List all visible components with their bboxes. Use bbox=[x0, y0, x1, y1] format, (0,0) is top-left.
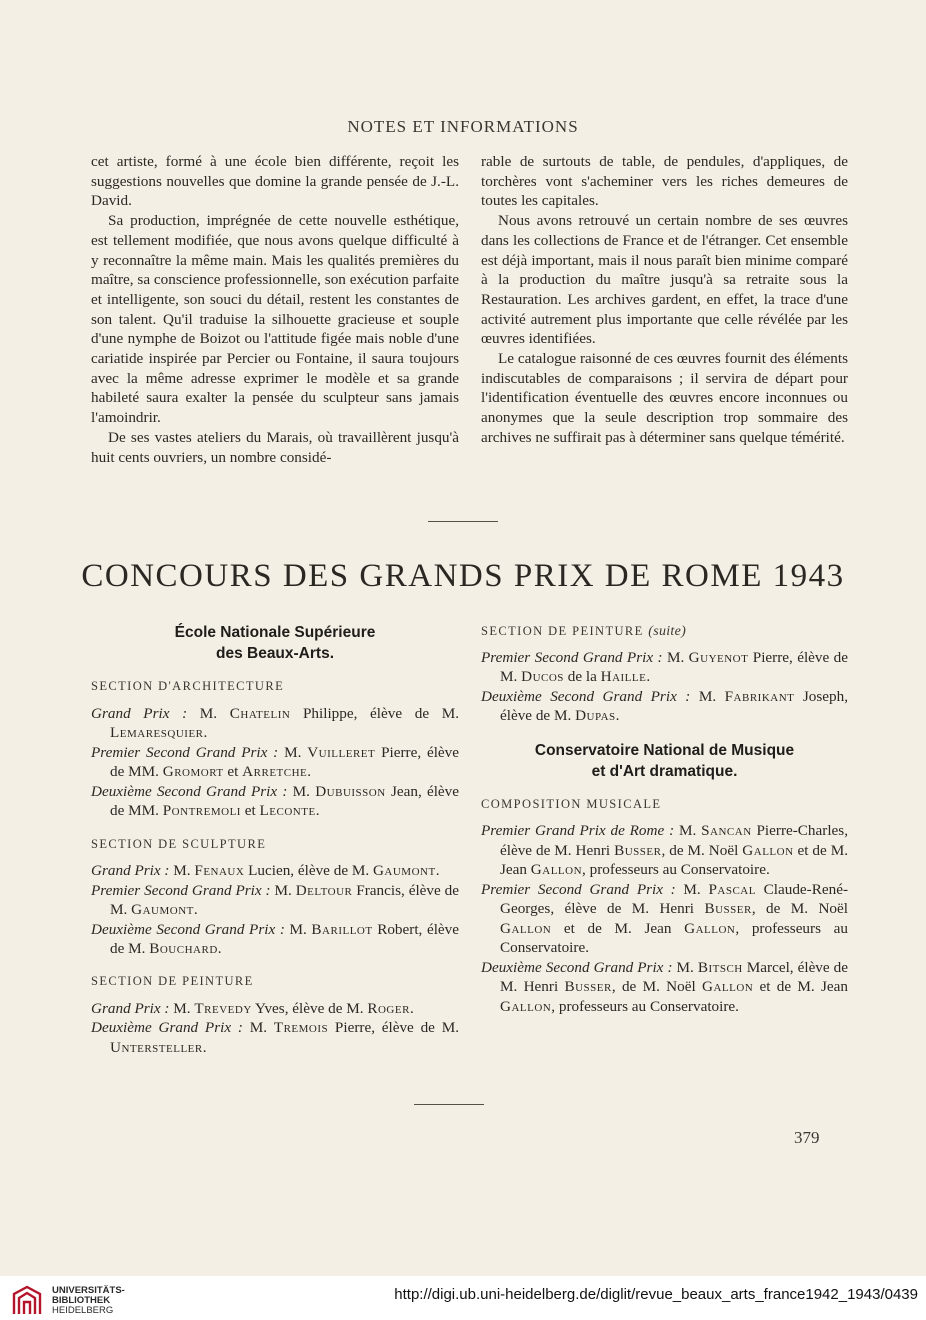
prize-winner: M. Sancan Pierre-Charles, élève de M. Henri Busser, de M. Noël Gallon et de M. Jean Gallon, professeurs au Conservatoire. bbox=[500, 822, 848, 879]
prize-label: Grand Prix : bbox=[91, 862, 170, 880]
prize-label: Premier Second Grand Prix : bbox=[481, 648, 663, 666]
paragraph: Nous avons retrouvé un certain nombre de ses œuvres dans les collections de France et de l'étranger. Cet ensemble est déjà important, mais il nous paraît bien minime comparé à la production du maître jusqu'à sa retraite sous la Restauration. Les archives gardent, en effet, la trace d'une activité autrement plus importante que celle révélée par les œuvres identifiées. bbox=[481, 212, 848, 348]
prize-label: Deuxième Second Grand Prix : bbox=[481, 687, 691, 705]
section-heading-architecture: SECTION D'ARCHITECTURE bbox=[91, 679, 285, 693]
prize-label: Deuxième Grand Prix : bbox=[91, 1019, 243, 1037]
prize-entry bbox=[91, 881, 459, 920]
school-heading: École Nationale Supérieure des Beaux-Arts. bbox=[174, 624, 376, 662]
prize-winner: M. Barillot Robert, élève de M. Bouchard. bbox=[110, 920, 459, 958]
paragraph: Le catalogue raisonné de ces œuvres fournit des éléments indiscutables de comparaisons ; il servira de départ pour l'identification éventuelle des œuvres encore inconnues ou anonymes que la seule description trop sommaire des archives ne suffirait pas à déterminer sans quelque témérité. bbox=[481, 350, 848, 446]
prize-entry bbox=[91, 704, 459, 743]
top-right-column bbox=[481, 152, 848, 448]
page-number: 379 bbox=[794, 1128, 820, 1147]
prize-label: Grand Prix : bbox=[91, 999, 170, 1017]
prize-winner: M. Deltour Francis, élève de M. Gaumont. bbox=[110, 881, 459, 919]
divider-rule bbox=[414, 1104, 484, 1105]
prize-entry bbox=[91, 743, 459, 782]
prize-winner: M. Pascal Claude-René-Georges, élève de M. Henri Busser, de M. Noël Gallon et de M. Jean Gallon, professeurs au Conservatoire. bbox=[500, 880, 848, 957]
section-heading-peinture-suite: SECTION DE PEINTURE (suite) bbox=[481, 624, 687, 639]
top-left-column bbox=[91, 152, 459, 467]
sculpture-list bbox=[91, 861, 459, 959]
paragraph: De ses vastes ateliers du Marais, où travaillèrent jusqu'à huit cents ouvriers, un nombre considé- bbox=[91, 428, 459, 466]
divider-rule bbox=[428, 521, 498, 522]
prize-label: Premier Second Grand Prix : bbox=[91, 743, 279, 761]
prize-entry bbox=[481, 687, 848, 726]
prize-winner: M. Tremois Pierre, élève de M. Untersteller. bbox=[110, 1019, 459, 1056]
prize-winner: M. Dubuisson Jean, élève de MM. Pontremoli et Leconte. bbox=[110, 782, 460, 820]
article-title: CONCOURS DES GRANDS PRIX DE ROME 1943 bbox=[81, 558, 845, 594]
prize-label: Deuxième Second Grand Prix : bbox=[481, 958, 673, 976]
prize-label: Deuxième Second Grand Prix : bbox=[91, 782, 288, 800]
prize-label: Premier Second Grand Prix : bbox=[481, 880, 676, 898]
paragraph: Sa production, imprégnée de cette nouvelle esthétique, est tellement modifiée, que nous avons quelque difficulté à y reconnaître la même main. Mais les qualités premières du maître, sa conscience professionnelle, son exécution parfaite et intelligente, son souci du détail, restent les constantes de son talent. Qu'il traduise la silhouette gracieuse et souple d'une nymphe de Boizot ou l'attitude figée mais noble d'une cariatide inspirée par Percier ou Fontaine, il saura toujours avec la même adresse exprimer le modèle et sa grande habileté saura exalter la pensée du sculpteur sans jamais l'amoindrir. bbox=[91, 212, 459, 427]
source-url-link[interactable]: http://digi.ub.uni-heidelberg.de/diglit/revue_beaux_arts_france1942_1943/0439 bbox=[394, 1286, 918, 1303]
paragraph: cet artiste, formé à une école bien différente, reçoit les suggestions nouvelles que domine la grande pensée de J.-L. David. bbox=[91, 153, 459, 210]
library-logo-icon bbox=[10, 1284, 44, 1318]
running-header: NOTES ET INFORMATIONS bbox=[347, 117, 579, 136]
prize-entry bbox=[91, 920, 459, 959]
prize-entry bbox=[91, 782, 459, 821]
prize-winner: M. Fenaux Lucien, élève de M. Gaumont. bbox=[169, 862, 440, 880]
prize-winner: M. Trevedy Yves, élève de M. Roger. bbox=[169, 999, 414, 1017]
prize-winner: M. Guyenot Pierre, élève de M. Ducos de la Haille. bbox=[500, 648, 848, 686]
section-heading-peinture: SECTION DE PEINTURE bbox=[91, 973, 254, 988]
prize-entry bbox=[481, 880, 848, 958]
peinture-list bbox=[91, 999, 459, 1058]
prize-winner: M. Bitsch Marcel, élève de M. Henri Busser, de M. Noël Gallon et de M. Jean Gallon, professeurs au Conservatoire. bbox=[500, 958, 848, 1015]
prize-label: Premier Second Grand Prix : bbox=[91, 881, 271, 899]
footer-bar bbox=[0, 1276, 926, 1320]
conservatoire-heading: Conservatoire National de Musique et d'Art dramatique. bbox=[534, 741, 795, 780]
prize-label: Premier Grand Prix de Rome : bbox=[481, 822, 675, 840]
section-heading-composition: COMPOSITION MUSICALE bbox=[481, 796, 662, 811]
prize-entry bbox=[91, 1018, 459, 1057]
paragraph: rable de surtouts de table, de pendules, d'appliques, de torchères vont s'acheminer vers les riches demeures de toutes les capitales. bbox=[481, 153, 848, 210]
prize-entry bbox=[481, 648, 848, 687]
peinture-suite-list bbox=[481, 648, 848, 726]
prize-entry bbox=[481, 821, 848, 880]
architecture-list bbox=[91, 704, 459, 821]
prize-winner: M. Chatelin Philippe, élève de M. Lemaresquier. bbox=[110, 704, 459, 742]
prize-label: Deuxième Second Grand Prix : bbox=[91, 920, 285, 938]
section-heading-sculpture: SECTION DE SCULPTURE bbox=[91, 836, 267, 851]
prize-entry bbox=[481, 958, 848, 1017]
library-name: UNIVERSITÄTS- BIBLIOTHEK HEIDELBERG bbox=[52, 1285, 125, 1316]
beaux-arts-column bbox=[91, 622, 459, 1057]
prize-winner: M. Fabrikant Joseph, élève de M. Dupas. bbox=[500, 687, 849, 725]
prize-entry bbox=[91, 861, 459, 881]
prize-entry bbox=[91, 999, 459, 1019]
composition-list bbox=[481, 821, 848, 1016]
prize-label: Grand Prix : bbox=[91, 704, 188, 722]
right-prizes-column bbox=[481, 622, 848, 1016]
prize-winner: M. Vuilleret Pierre, élève de MM. Gromort et Arretche. bbox=[110, 743, 459, 781]
